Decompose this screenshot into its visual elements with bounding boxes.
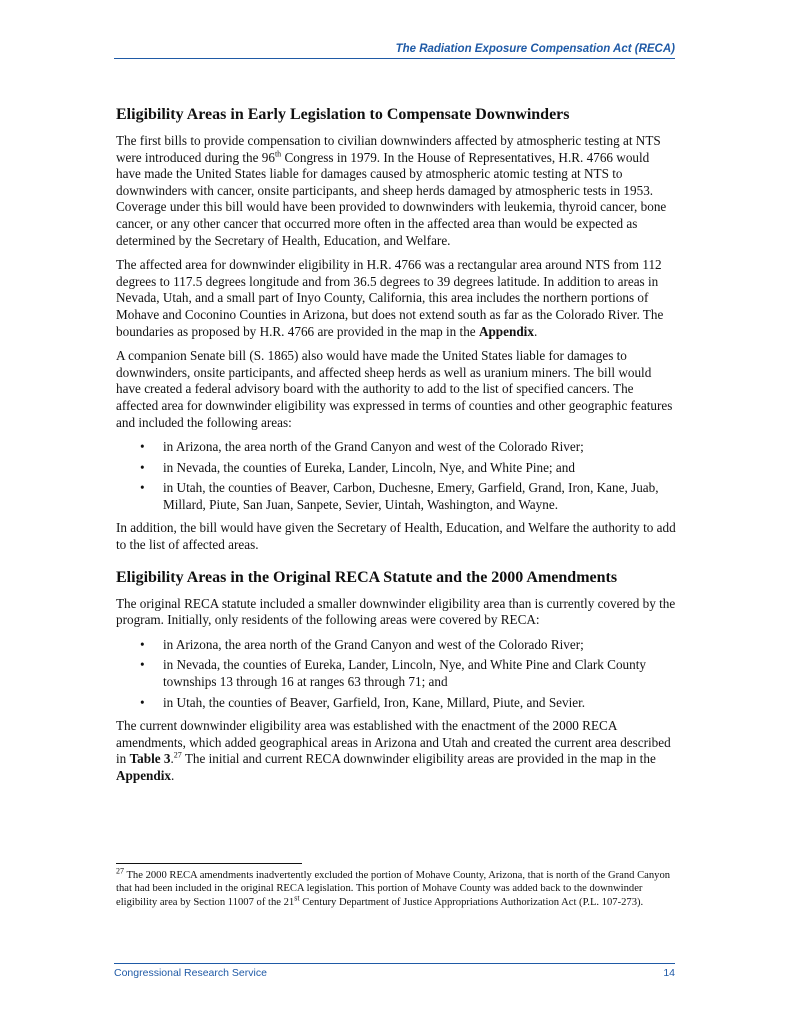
paragraph: The current downwinder eligibility area was established with the enactment of the 2000 RECA amendments, which added geographical areas in Arizona and Utah and created the current area described in Table 3.27 The initial and current RECA downwinder eligibility areas are provided in the map in the Appendix. xyxy=(116,718,671,783)
bullet-list xyxy=(116,637,676,711)
page-footer xyxy=(114,963,675,979)
list-item: • in Arizona, the area north of the Grand Canyon and west of the Colorado River; xyxy=(140,439,584,455)
footnote-reference[interactable]: 27 xyxy=(173,751,182,761)
footnote-number: 27 xyxy=(116,866,124,876)
paragraph: A companion Senate bill (S. 1865) also would have made the United States liable for damages to downwinders, onsite participants, and affected sheep herds as well as uranium miners. The bill would have created a federal advisory board with the authority to add to the list of specified cancers. The affected area for downwinder eligibility was expressed in terms of counties and other geographic features and included the following areas: xyxy=(116,348,673,430)
bullet-icon: • xyxy=(140,657,145,673)
running-header: The Radiation Exposure Compensation Act (RECA) xyxy=(114,43,675,59)
list-item: • in Nevada, the counties of Eureka, Lander, Lincoln, Nye, and White Pine; and xyxy=(140,459,575,475)
main-content xyxy=(116,105,676,793)
list-item: • in Utah, the counties of Beaver, Garfield, Iron, Kane, Millard, Piute, and Sevier. xyxy=(140,694,586,710)
paragraph: In addition, the bill would have given the Secretary of Health, Education, and Welfare the authority to add to the list of affected areas. xyxy=(116,520,676,553)
bullet-icon: • xyxy=(140,459,145,475)
footnote-divider xyxy=(116,863,302,864)
table-reference: Table 3 xyxy=(129,751,171,767)
bullet-list xyxy=(116,439,676,513)
bullet-icon: • xyxy=(140,480,145,496)
bullet-icon: • xyxy=(140,694,145,710)
footer-publisher: Congressional Research Service xyxy=(114,967,267,979)
appendix-reference: Appendix xyxy=(478,323,534,339)
section-heading-early-legislation: Eligibility Areas in Early Legislation to Compensate Downwinders xyxy=(116,106,570,123)
list-item: • in Arizona, the area north of the Grand Canyon and west of the Colorado River; xyxy=(140,636,584,652)
footnote: $^{27}$ The 2000 RECA amendments inadvertently excluded the portion of Mohave County, Arizona, that is north of the Grand Canyon that had been included in the original RECA legislation. This portion of Mohave County was added back to the downwinder eligibility area by Section 11007 of the 21st Century Department of Justice Appropriations Authorization Act (P.L. 107-273). xyxy=(116,866,671,908)
bullet-icon: • xyxy=(140,636,145,652)
list-item: • in Nevada, the counties of Eureka, Lander, Lincoln, Nye, and White Pine and Clark County townships 13 through 16 at ranges 63 through 71; and xyxy=(140,657,646,690)
page-number: 14 xyxy=(663,967,675,979)
section-heading-original-reca: Eligibility Areas in the Original RECA Statute and the 2000 Amendments xyxy=(116,568,618,586)
appendix-reference: Appendix xyxy=(116,768,171,783)
list-item: • in Utah, the counties of Beaver, Carbon, Duchesne, Emery, Garfield, Grand, Iron, Kane, Juab, Millard, Piute, San Juan, Sanpete, Sevier, Uintah, Washington, and Wayne. xyxy=(140,480,659,512)
paragraph: The original RECA statute included a smaller downwinder eligibility area than is currently covered by the program. Initially, only residents of the following areas were covered by RECA: xyxy=(116,595,676,628)
bullet-icon: • xyxy=(140,439,145,455)
paragraph: The first bills to provide compensation to civilian downwinders affected by atmospheric testing at NTS were introduced during the 96th Congress in 1979. In the House of Representatives, H.R. 4766 would have made the United States liable for damages caused by atmospheric atomic testing at NTS to downwinders with cancer, onsite participants, and sheep herds damaged by atmospheric tests in 1953. Coverage under this bill would have been provided to downwinders with leukemia, thyroid cancer, bone cancer, or any other cancer that occurred more often in the affected area than would be expected as determined by the Secretary of Health, Education, and Welfare. xyxy=(116,133,667,248)
paragraph: The affected area for downwinder eligibility in H.R. 4766 was a rectangular area around NTS from 112 degrees to 117.5 degrees longitude and from 36.5 degrees to 39 degrees latitude. In addition to areas in Nevada, Utah, and a small part of Inyo County, California, this area includes the northern portions of Mohave and Coconino Counties in Arizona, but does not extend south as far as the Colorado River. The boundaries as proposed by H.R. 4766 are provided in the map in the Appendix. xyxy=(116,257,664,339)
